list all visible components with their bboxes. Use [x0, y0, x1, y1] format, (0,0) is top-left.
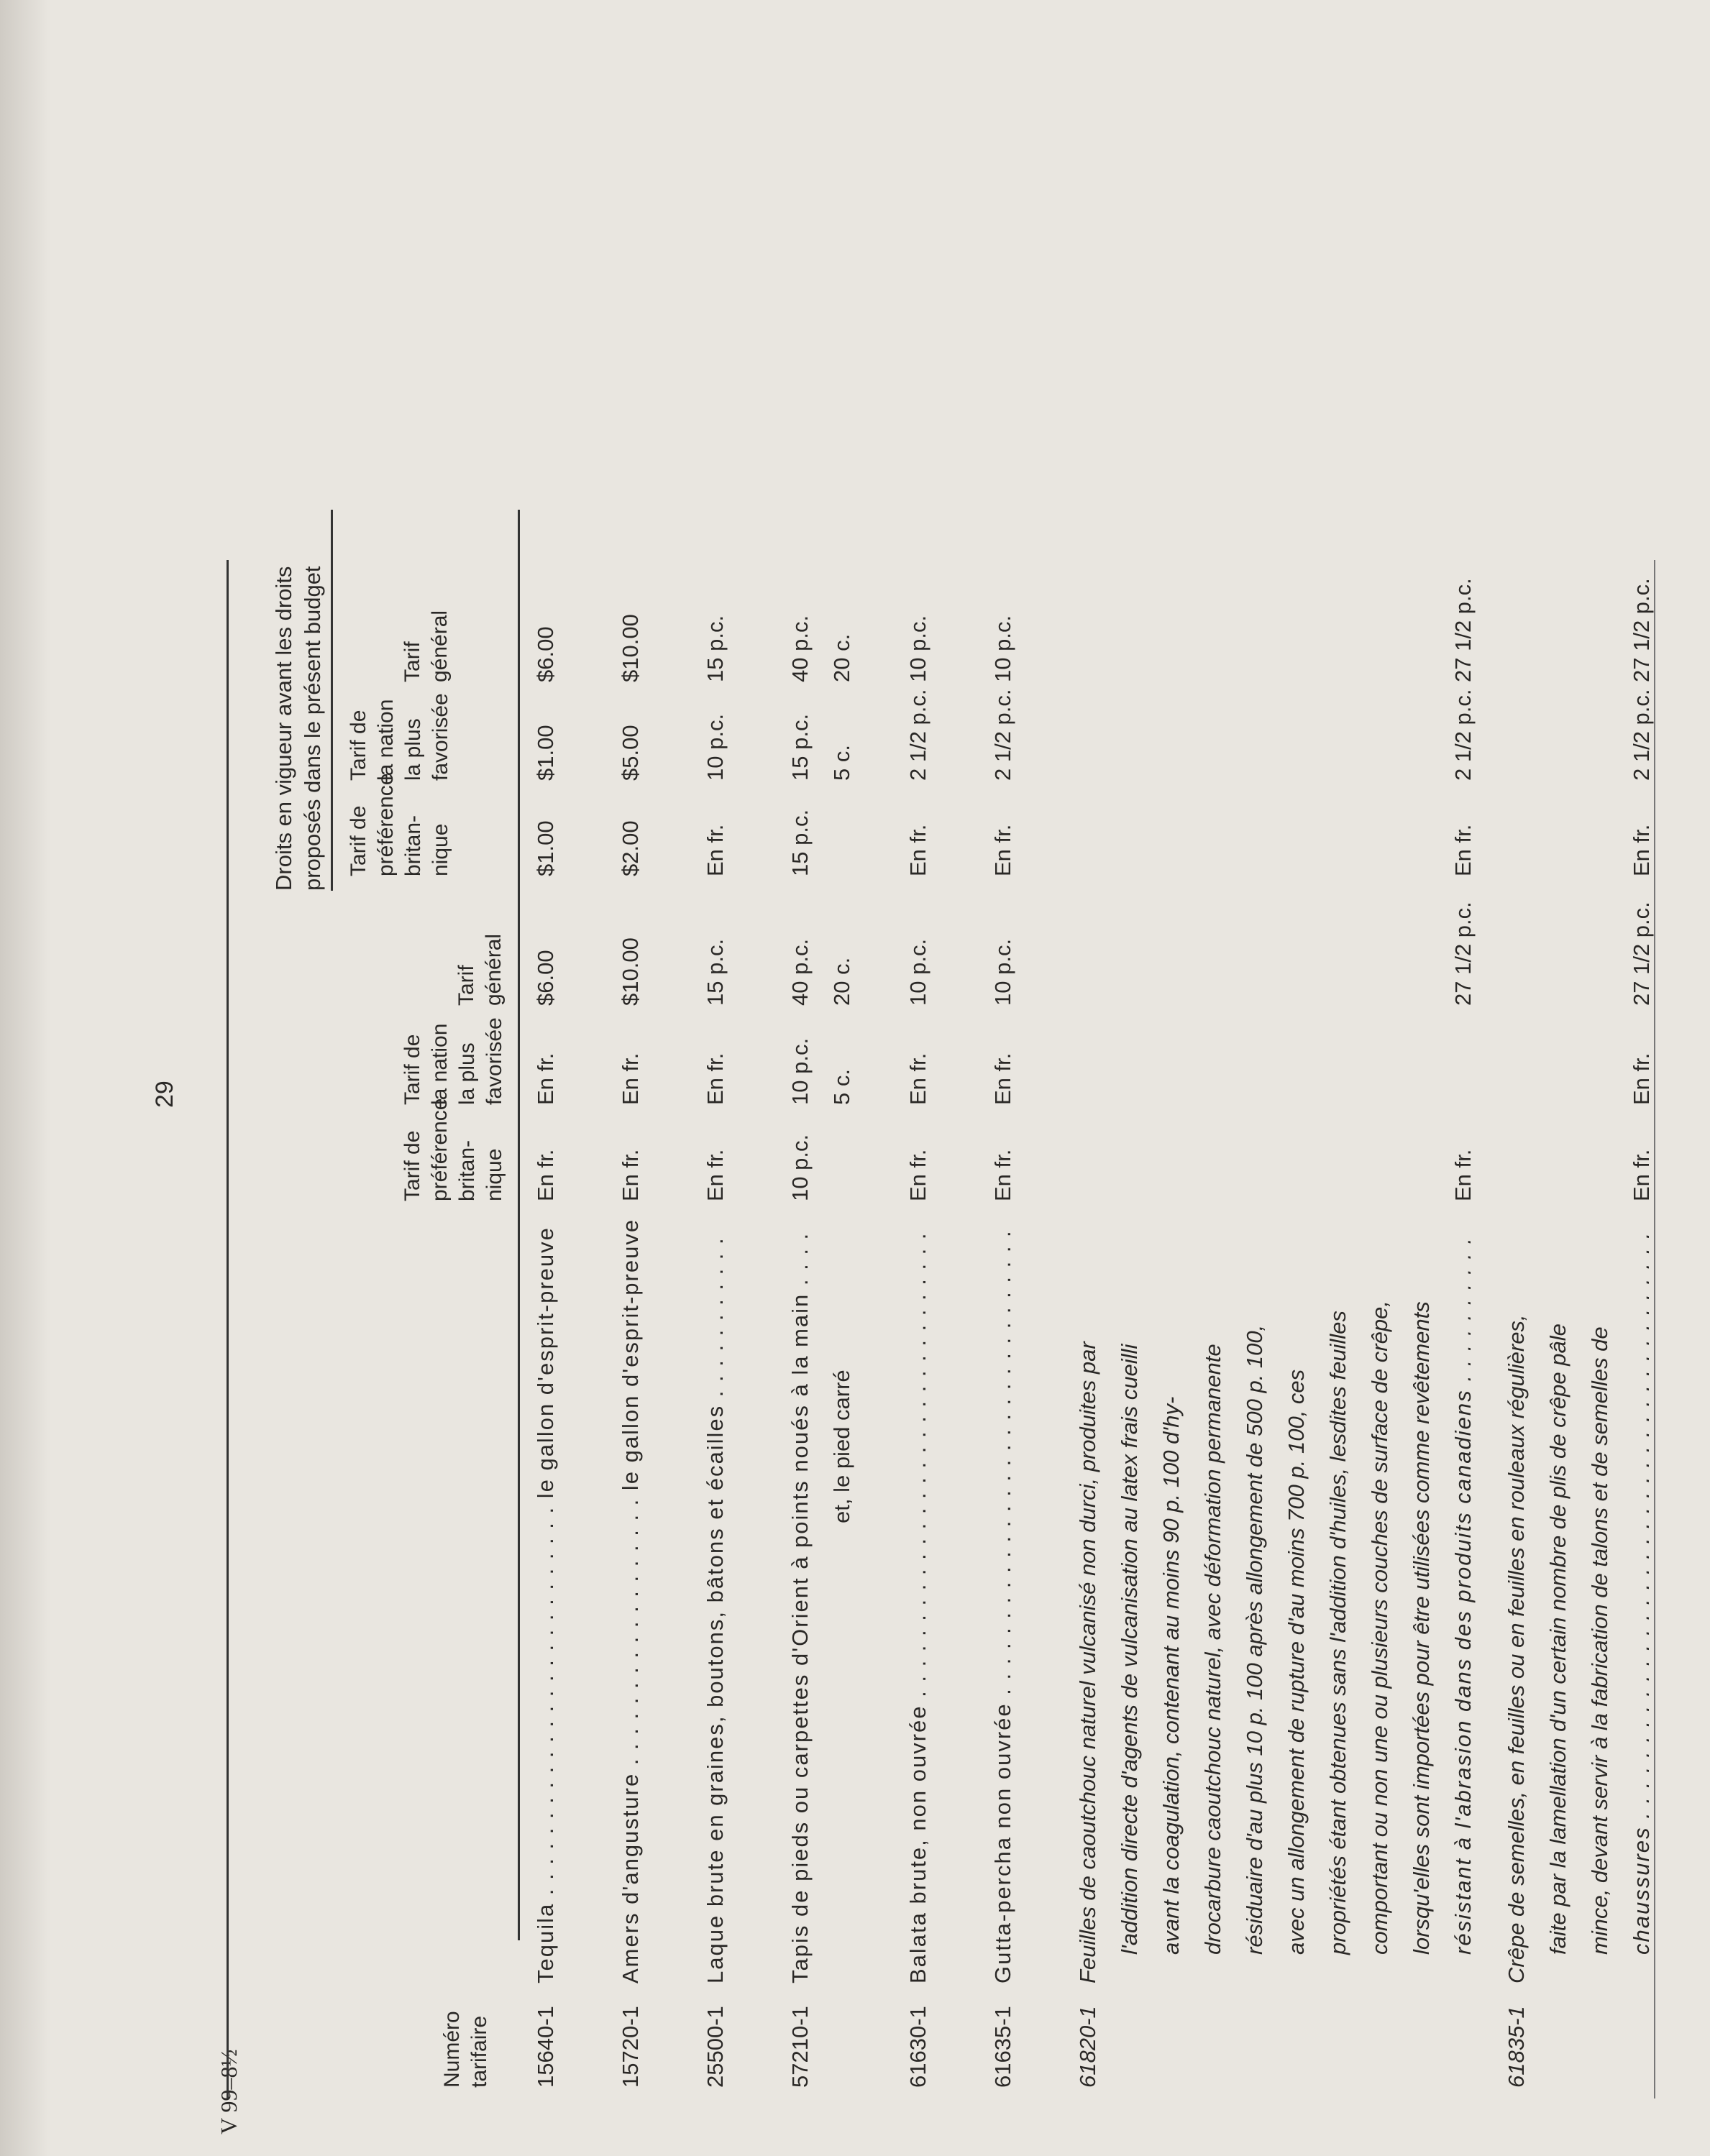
- group-title-line1: Droits en vigueur avant les droits: [271, 566, 296, 891]
- new-bpt: En fr.: [1450, 1149, 1476, 1201]
- group-title-rule: [331, 510, 333, 891]
- footer-code: V 99–8½: [216, 2049, 242, 2134]
- header-line: Tarif: [401, 641, 424, 682]
- header-line: nique: [429, 823, 452, 876]
- new-gen: 15 p.c.: [703, 938, 728, 1006]
- desc-line: résistant à l'abrasion dans des produits canadiens . . . . . . . . . .: [1450, 1237, 1476, 1955]
- old-npf: $5.00: [618, 725, 643, 781]
- desc-line: Gutta-percha non ouvrée . . . . . . . . . . . . . . . . . . . . . . . . . . . . . . .: [990, 1229, 1015, 1983]
- new-gen-line2: 20 c.: [829, 957, 854, 1006]
- old-bpt: $1.00: [533, 820, 558, 876]
- tariff-number: 15640-1: [533, 2006, 558, 2088]
- desc-line: Feuilles de caoutchouc naturel vulcanisé non durci, produites par: [1075, 1341, 1100, 1983]
- new-gen: $6.00: [533, 950, 558, 1006]
- desc-line: avec un allongement de rupture d'au moins 700 p. 100, ces: [1284, 1369, 1309, 1955]
- new-gen: [779, 939, 863, 1006]
- old-gen: 15 p.c.: [703, 615, 728, 682]
- row-description: [897, 1231, 939, 1983]
- new-gen: $10.00: [618, 937, 643, 1006]
- desc-line: Balata brute, non ouvrée . . . . . . . . . . . . . . . . . . . . . . . . . . . . . . .: [905, 1231, 931, 1983]
- group-title-line2: proposés dans le présent budget: [300, 566, 325, 891]
- old-npf: 10 p.c.: [703, 713, 728, 781]
- row-description: [779, 1232, 863, 1983]
- desc-line: mince, devant servir à la fabrication de talons et de semelles de: [1587, 1326, 1612, 1955]
- new-npf: [779, 1038, 863, 1105]
- header-new-npf: [399, 1017, 508, 1105]
- old-gen: 10 p.c.: [990, 615, 1015, 682]
- new-bpt: En fr.: [533, 1149, 558, 1201]
- new-gen: 27 1/2 p.c.: [1629, 902, 1654, 1006]
- desc-line: Laque brute en graines, boutons, bâtons et écailles . . . . . . . . . . .: [703, 1237, 728, 1983]
- row-description: [610, 1219, 651, 1983]
- header-line: la nation: [374, 699, 398, 781]
- table-top-rule: [227, 560, 229, 2098]
- desc-line: drocarbure caoutchouc naturel, avec déformation permanente: [1200, 1344, 1225, 1955]
- tariff-number: 15720-1: [618, 2006, 643, 2088]
- old-bpt: 15 p.c.: [787, 809, 813, 876]
- old-gen: $10.00: [618, 614, 643, 682]
- header-old-npf: [345, 693, 454, 781]
- tariff-number: 57210-1: [787, 2006, 813, 2088]
- desc-line: l'addition directe d'agents de vulcanisation au latex frais cueilli: [1117, 1344, 1142, 1955]
- header-old-bpt: [345, 774, 454, 876]
- new-npf: En fr.: [703, 1052, 728, 1105]
- old-gen-line2: 20 c.: [829, 633, 854, 682]
- header-line: la plus: [401, 718, 425, 781]
- desc-line: faite par la lamellation d'un certain nombre de plis de crêpe pâle: [1545, 1324, 1570, 1955]
- old-npf: [779, 714, 863, 781]
- header-line: favorisée: [483, 1017, 506, 1105]
- old-npf: 2 1/2 p.c.: [905, 689, 931, 781]
- row-description: [1496, 1231, 1663, 1983]
- header-line: britan-: [455, 1139, 479, 1201]
- new-bpt: En fr.: [905, 1149, 931, 1201]
- old-bpt: En fr.: [1450, 824, 1476, 876]
- new-npf: En fr.: [990, 1052, 1015, 1105]
- tariff-number: 61630-1: [905, 2006, 931, 2088]
- old-npf: $1.00: [533, 725, 558, 781]
- header-numero: [439, 2011, 493, 2088]
- new-gen: 10 p.c.: [990, 938, 1015, 1006]
- new-bpt: 10 p.c.: [787, 1134, 813, 1201]
- new-npf-line1: 10 p.c.: [787, 1037, 813, 1105]
- new-gen-line1: 40 p.c.: [787, 938, 813, 1006]
- table-bottom-rule: [1654, 560, 1655, 2098]
- new-gen: 27 1/2 p.c.: [1450, 902, 1476, 1006]
- header-new-bpt: [399, 1098, 508, 1201]
- row-description: [982, 1229, 1024, 1983]
- row-description: [525, 1226, 567, 1983]
- header-bottom-rule: [518, 510, 520, 1940]
- header-line: préférence: [428, 1098, 452, 1201]
- header-line: général: [428, 610, 452, 682]
- header-line: la plus: [455, 1042, 479, 1105]
- desc-line: propriétés étant obtenues sans l'addition d'huiles, lesdites feuilles: [1325, 1311, 1350, 1955]
- header-line: britan-: [401, 815, 425, 876]
- old-gen: 27 1/2 p.c.: [1450, 578, 1476, 682]
- header-numero-line2: tarifaire: [467, 2015, 491, 2088]
- header-line: Tarif de: [401, 1130, 424, 1201]
- desc-line: Crêpe de semelles, en feuilles ou en feuilles en rouleaux régulières,: [1504, 1314, 1529, 1983]
- header-numero-line1: Numéro: [440, 2011, 464, 2088]
- header-group-title: [270, 566, 327, 891]
- old-npf: 2 1/2 p.c.: [990, 689, 1015, 781]
- header-new-gen: [453, 934, 508, 1006]
- old-bpt: En fr.: [905, 824, 931, 876]
- header-line: nique: [483, 1148, 506, 1201]
- old-gen-line1: 40 p.c.: [787, 615, 813, 682]
- old-bpt: En fr.: [1629, 824, 1654, 876]
- new-bpt: En fr.: [990, 1149, 1015, 1201]
- desc-line: avant la coagulation, contenant au moins 90 p. 100 d'hy-: [1158, 1396, 1184, 1955]
- row-description: [1067, 1237, 1484, 1983]
- desc-line: et, le pied carré: [829, 1370, 854, 1523]
- header-line: la nation: [428, 1023, 452, 1105]
- desc-line: résiduaire d'au plus 10 p. 100 après allongement de 500 p. 100,: [1242, 1324, 1267, 1955]
- page-number: 29: [151, 1081, 178, 1108]
- header-line: général: [482, 933, 506, 1006]
- desc-line: Tequila . . . . . . . . . . . . . . . . . . . . . . . . . . le gallon d'esprit-preuve: [533, 1226, 558, 1983]
- header-line: favorisée: [429, 693, 452, 781]
- desc-line: lorsqu'elles sont importées pour être utilisées comme revêtements: [1409, 1301, 1434, 1955]
- new-bpt: En fr.: [618, 1149, 643, 1201]
- old-gen: [779, 615, 863, 682]
- new-npf: En fr.: [1629, 1052, 1654, 1105]
- new-bpt: En fr.: [703, 1149, 728, 1201]
- header-old-gen: [399, 610, 454, 682]
- tariff-number: 61635-1: [990, 2006, 1015, 2088]
- header-line: Tarif: [454, 965, 478, 1006]
- header-line: Tarif de: [401, 1034, 424, 1105]
- header-line: Tarif de: [347, 710, 370, 781]
- new-npf: En fr.: [618, 1052, 643, 1105]
- new-npf-line2: 5 c.: [829, 1069, 854, 1105]
- old-bpt: En fr.: [703, 824, 728, 876]
- desc-line: chaussures . . . . . . . . . . . . . . . . . . . . . . . . . . . . . . . . . . . . . . .: [1629, 1231, 1654, 1955]
- old-gen: 10 p.c.: [905, 615, 931, 682]
- old-npf: 2 1/2 p.c.: [1629, 689, 1654, 781]
- desc-line: comportant ou non une ou plusieurs couches de surface de crêpe,: [1367, 1301, 1392, 1955]
- old-bpt: En fr.: [990, 824, 1015, 876]
- old-gen: $6.00: [533, 626, 558, 682]
- tariff-number: 61835-1: [1504, 2006, 1529, 2088]
- old-gen: 27 1/2 p.c.: [1629, 578, 1654, 682]
- old-bpt: $2.00: [618, 820, 643, 876]
- new-npf: En fr.: [533, 1052, 558, 1105]
- new-bpt: En fr.: [1629, 1149, 1654, 1201]
- new-gen: 10 p.c.: [905, 938, 931, 1006]
- tariff-number: 61820-1: [1075, 2006, 1100, 2088]
- tariff-number: 25500-1: [703, 2006, 728, 2088]
- old-npf-line2: 5 c.: [829, 745, 854, 781]
- row-description: [695, 1237, 736, 1983]
- old-npf: 2 1/2 p.c.: [1450, 689, 1476, 781]
- header-line: Tarif de: [347, 805, 370, 876]
- new-npf: En fr.: [905, 1052, 931, 1105]
- old-npf-line1: 15 p.c.: [787, 713, 813, 781]
- header-line: préférence: [374, 773, 398, 876]
- desc-line: Tapis de pieds ou carpettes d'Orient à points noués à la main . . . .: [787, 1231, 813, 1983]
- desc-line: Amers d'angusture . . . . . . . . . . . . . . . . . . le gallon d'esprit-preuve: [618, 1218, 643, 1983]
